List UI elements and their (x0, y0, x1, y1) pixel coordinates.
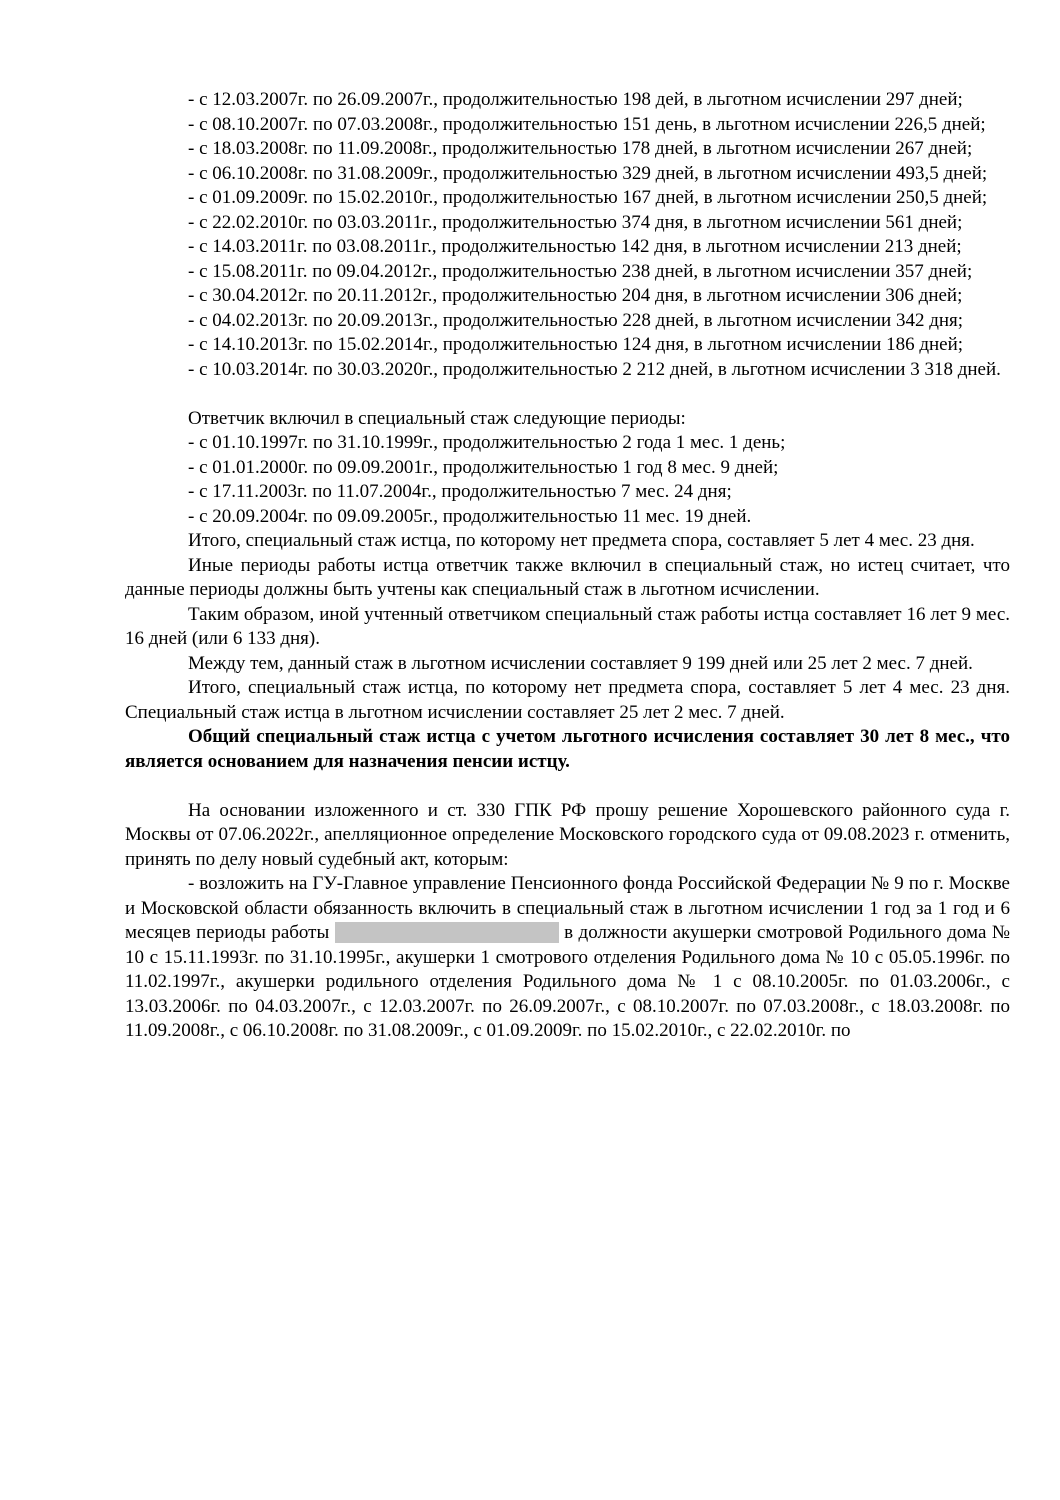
period-item: - с 30.04.2012г. по 20.11.2012г., продолжительностью 204 дня, в льготном исчислении 306 дней; (188, 285, 963, 306)
included-item: - с 01.10.1997г. по 31.10.1999г., продолжительностью 2 года 1 мес. 1 день; (188, 432, 786, 453)
summary-paragraph: Итого, специальный стаж истца, по которому нет предмета спора, составляет 5 лет 4 мес. 23 дня. (188, 530, 975, 551)
period-item: - с 14.10.2013г. по 15.02.2014г., продолжительностью 124 дня, в льготном исчислении 186 дней; (188, 334, 964, 355)
included-item: - с 01.01.2000г. по 09.09.2001г., продолжительностью 1 год 8 мес. 9 дней; (188, 456, 779, 478)
request-item (125, 872, 1010, 1044)
redacted-name (335, 922, 559, 943)
summary-paragraph: Иные периоды работы истца ответчик также включил в специальный стаж, но истец считает, что данные периоды должны быть учтены как специальный стаж в льготном исчислении. (125, 554, 1010, 600)
request-text-after: в должности акушерки смотровой Родильного дома № 10 с 15.11.1993г. по 31.10.1995г., акушерки 1 смотрового отделения Родильного дома № 10 с 05.05.1996г. по 11.02.1997г., акушерки родильного отделения Родильного дома № 1 с 08.10.2005г. по 01.03.2006г., с 13.03.2006г. по 04.03.2007г., с 12.03.2007г. по 26.09.2007г., с 08.10.2007г. по 07.03.2008г., с 18.03.2008г. по 11.09.2008г., с 06.10.2008г. по 31.08.2009г., с 01.09.2009г. по 15.02.2010г., с 22.02.2010г. по (125, 922, 1011, 1041)
conclusion-paragraph: Общий специальный стаж истца с учетом льготного исчисления составляет 30 лет 8 мес., что является основанием для назначения пенсии истцу. (125, 726, 1010, 772)
period-item: - с 18.03.2008г. по 11.09.2008г., продолжительностью 178 дней, в льготном исчислении 267 дней; (188, 138, 973, 159)
summary-paragraph: Итого, специальный стаж истца, по которому нет предмета спора, составляет 5 лет 4 мес. 23 дня. Специальный стаж истца в льготном исчислении составляет 25 лет 2 мес. 7 дней. (125, 677, 1010, 723)
summary-paragraph: Таким образом, иной учтенный ответчиком специальный стаж работы истца составляет 16 лет 9 мес. 16 дней (или 6 133 дня). (125, 603, 1010, 649)
summary-paragraph: Между тем, данный стаж в льготном исчислении составляет 9 199 дней или 25 лет 2 мес. 7 дней. (188, 652, 973, 674)
period-item: - с 10.03.2014г. по 30.03.2020г., продолжительностью 2 212 дней, в льготном исчислении 3 318 дней. (188, 358, 1001, 380)
included-heading: Ответчик включил в специальный стаж следующие периоды: (188, 407, 686, 429)
included-item: - с 20.09.2004г. по 09.09.2005г., продолжительностью 11 мес. 19 дней. (188, 505, 752, 527)
included-item: - с 17.11.2003г. по 11.07.2004г., продолжительностью 7 мес. 24 дня; (188, 481, 732, 502)
document-page (125, 88, 1010, 1044)
period-item: - с 22.02.2010г. по 03.03.2011г., продолжительностью 374 дня, в льготном исчислении 561 дней; (188, 211, 963, 233)
spacer (125, 774, 1010, 799)
period-item: - с 14.03.2011г. по 03.08.2011г., продолжительностью 142 дня, в льготном исчислении 213 дней; (188, 236, 962, 257)
request-intro: На основании изложенного и ст. 330 ГПК РФ прошу решение Хорошевского районного суда г. Москвы от 07.06.2022г., апелляционное определение Московского городского суда от 09.08.2023 г. отменить, принять по делу новый судебный акт, которым: (125, 799, 1010, 870)
period-item: - с 06.10.2008г. по 31.08.2009г., продолжительностью 329 дней, в льготном исчислении 493,5 дней; (188, 162, 988, 184)
period-item: - с 08.10.2007г. по 07.03.2008г., продолжительностью 151 день, в льготном исчислении 226,5 дней; (188, 113, 986, 135)
period-item: - с 01.09.2009г. по 15.02.2010г., продолжительностью 167 дней, в льготном исчислении 250,5 дней; (188, 187, 988, 208)
spacer (125, 382, 1010, 407)
request-text-before: - возложить на ГУ-Главное управление Пенсионного фонда Российской Федерации № 9 по г. Москве и Московской области обязанность включить в специальный стаж в льготном исчислении 1 год за 1 год и 6 месяцев периоды работы (125, 873, 1010, 943)
period-item: - с 12.03.2007г. по 26.09.2007г., продолжительностью 198 дей, в льготном исчислении 297 дней; (188, 89, 963, 110)
period-item: - с 04.02.2013г. по 20.09.2013г., продолжительностью 228 дней, в льготном исчислении 342 дня; (188, 309, 964, 331)
period-item: - с 15.08.2011г. по 09.04.2012г., продолжительностью 238 дней, в льготном исчислении 357 дней; (188, 260, 973, 282)
